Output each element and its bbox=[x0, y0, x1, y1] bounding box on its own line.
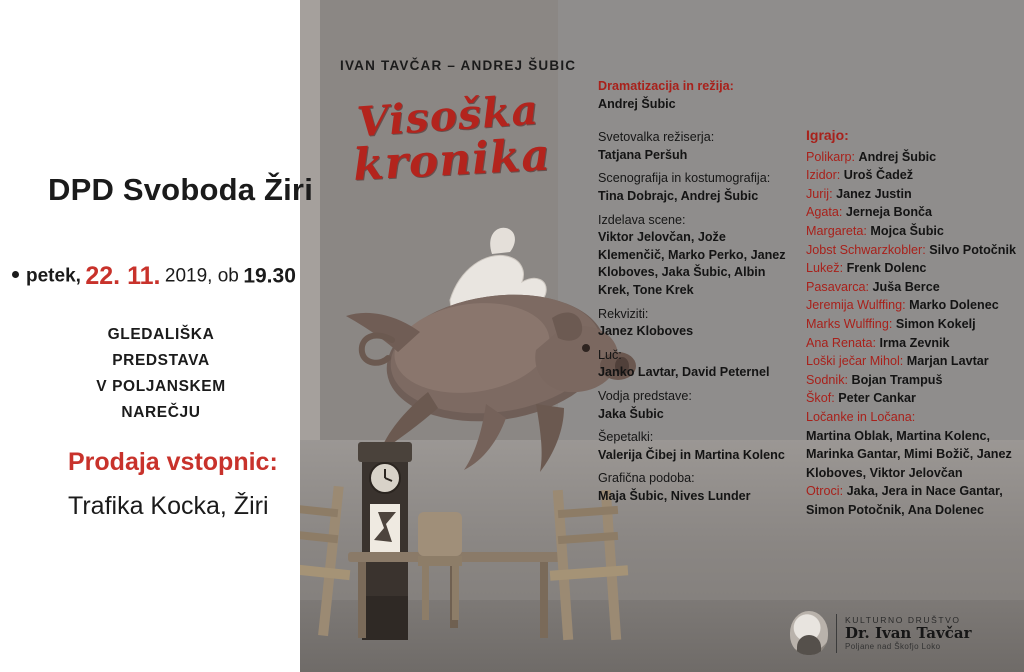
credits-item-role: Svetovalka režiserja: bbox=[598, 130, 715, 145]
cast-actor: Frenk Dolenc bbox=[846, 261, 927, 276]
cast-row bbox=[806, 334, 1018, 353]
cast-row bbox=[806, 166, 1018, 185]
credits-item-role: Grafična podoba: bbox=[598, 471, 695, 486]
cast-actor: Andrej Šubic bbox=[858, 149, 937, 164]
cast-role: Izidor: bbox=[806, 168, 841, 183]
cast-row bbox=[806, 278, 1018, 297]
credits-item bbox=[598, 429, 794, 464]
cast-role: Marks Wulffing: bbox=[806, 316, 893, 331]
cast-row bbox=[806, 352, 1018, 371]
cast-role: Jurij: bbox=[806, 186, 833, 201]
credits-heading-group bbox=[598, 78, 794, 113]
cast-actor: Juša Berce bbox=[872, 279, 940, 294]
tickets-title: Prodaja vstopnic: bbox=[68, 448, 278, 476]
credits-item-names: Viktor Jelovčan, Jože Klemenčič, Marko Perko, Janez Kloboves, Jaka Šubic, Albin Krek, Tone Krek bbox=[598, 230, 786, 297]
right-chair bbox=[550, 490, 629, 640]
logo-line-3: Poljane nad Škofjo Loko bbox=[845, 641, 941, 651]
subtitle-line-3: V POLJANSKEM bbox=[96, 378, 226, 395]
left-chair bbox=[300, 486, 350, 636]
society-logo bbox=[790, 608, 1006, 658]
cast-role: Agata: bbox=[806, 205, 843, 220]
tickets-place: Trafika Kocka, Žiri bbox=[68, 492, 269, 520]
cast-role: Lukež: bbox=[806, 261, 844, 276]
play-title bbox=[318, 85, 578, 191]
cast-actor: Bojan Trampuš bbox=[851, 372, 943, 387]
credits-item bbox=[598, 170, 794, 205]
portrait-icon bbox=[790, 611, 828, 655]
grandfather-clock bbox=[358, 442, 412, 640]
play-title-line-1: Visoška bbox=[355, 85, 541, 147]
cast-row bbox=[806, 259, 1018, 278]
center-chair bbox=[418, 512, 462, 620]
credits-item-names: Valerija Čibej in Martina Kolenc bbox=[598, 447, 785, 462]
credits-item-names: Janez Kloboves bbox=[598, 324, 694, 339]
cast-row bbox=[806, 148, 1018, 167]
cast-actor: Simon Kokelj bbox=[895, 316, 976, 331]
cast-actor: Jerneja Bonča bbox=[845, 205, 933, 220]
cast-actor: Mojca Šubic bbox=[870, 223, 944, 238]
authors-line: IVAN TAVČAR – ANDREJ ŠUBIC bbox=[340, 58, 577, 73]
cast-row bbox=[806, 389, 1018, 408]
credits-item-role: Šepetalki: bbox=[598, 430, 654, 445]
credits-item-role: Luč: bbox=[598, 347, 622, 362]
bullet-icon bbox=[12, 271, 19, 278]
cast-children-list: Jaka, Jera in Nace Gantar, Simon Potočnik, Ana Dolenec bbox=[806, 484, 1003, 517]
credits-item-names: Tina Dobrajc, Andrej Šubic bbox=[598, 188, 759, 203]
credits-item-role: Izdelava scene: bbox=[598, 212, 686, 227]
cast-actor: Peter Cankar bbox=[838, 391, 916, 406]
date-weekday: petek, bbox=[26, 265, 81, 287]
logo-line-1: KULTURNO DRUŠTVO bbox=[845, 614, 961, 625]
cast-role: Polikarp: bbox=[806, 149, 855, 164]
cast-role: Sodnik: bbox=[806, 372, 849, 387]
cast-role: Škof: bbox=[806, 391, 835, 406]
cast-actor: Silvo Potočnik bbox=[929, 242, 1016, 257]
cast-children-row bbox=[806, 482, 1018, 519]
credits-item-role: Vodja predstave: bbox=[598, 388, 692, 403]
date-day: 22. 11. bbox=[85, 262, 161, 290]
cast-column bbox=[806, 126, 1018, 519]
cast-actor: Marko Dolenec bbox=[909, 298, 999, 313]
cast-role: Pasavarca: bbox=[806, 279, 869, 294]
cast-row bbox=[806, 222, 1018, 241]
credits-item bbox=[598, 306, 794, 341]
date-year: 2019, ob bbox=[164, 265, 239, 287]
cast-row bbox=[806, 185, 1018, 204]
cast-row bbox=[806, 296, 1018, 315]
credits-item-names: Maja Šubic, Nives Lunder bbox=[598, 488, 751, 503]
credits-item bbox=[598, 470, 794, 505]
cast-row bbox=[806, 241, 1018, 260]
credits-item-names: Tatjana Peršuh bbox=[598, 147, 688, 162]
cast-role: Loški ječar Mihol: bbox=[806, 354, 904, 369]
cast-group-list: Martina Oblak, Martina Kolenc, Marinka Gantar, Mimi Božič, Janez Kloboves, Viktor Jelovčan bbox=[806, 428, 1012, 480]
cast-actor: Janez Justin bbox=[836, 186, 912, 201]
credits-item-role: Scenografija in kostumografija: bbox=[598, 171, 771, 186]
credits-item-names: Janko Lavtar, David Peternel bbox=[598, 365, 770, 380]
cast-role: Jeremija Wulffing: bbox=[806, 298, 906, 313]
cast-actor: Marjan Lavtar bbox=[906, 354, 989, 369]
subtitle-line-4: NAREČJU bbox=[121, 404, 201, 421]
credits-heading-name: Andrej Šubic bbox=[598, 96, 676, 111]
credits-item bbox=[598, 212, 794, 300]
play-title-line-2: kronika bbox=[351, 129, 553, 191]
cast-actor: Uroš Čadež bbox=[843, 168, 914, 183]
logo-line-2: Dr. Ivan Tavčar bbox=[845, 623, 972, 642]
credits-item bbox=[598, 388, 794, 423]
date-line bbox=[12, 262, 302, 291]
cast-row bbox=[806, 315, 1018, 334]
cast-row bbox=[806, 203, 1018, 222]
subtitle-line-2: PREDSTAVA bbox=[112, 352, 210, 369]
cast-actor: Irma Zevnik bbox=[879, 335, 950, 350]
credits-item-role: Rekviziti: bbox=[598, 306, 649, 321]
subtitle-block bbox=[56, 322, 266, 426]
cast-row bbox=[806, 371, 1018, 390]
subtitle-line-1: GLEDALIŠKA bbox=[107, 326, 215, 343]
credits-heading: Dramatizacija in režija: bbox=[598, 79, 734, 93]
cast-group-label: Ločanke in Ločana: bbox=[806, 409, 916, 424]
date-time: 19.30 bbox=[243, 264, 296, 288]
cast-role: Margareta: bbox=[806, 223, 867, 238]
cast-children-label: Otroci: bbox=[806, 484, 844, 499]
cast-role: Jobst Schwarzkobler: bbox=[806, 242, 926, 257]
credits-column bbox=[598, 78, 794, 511]
credits-item bbox=[598, 129, 794, 164]
credits-item-names: Jaka Šubic bbox=[598, 406, 664, 421]
cast-role: Ana Renata: bbox=[806, 335, 877, 350]
cast-heading: Igrajo: bbox=[806, 127, 849, 143]
flying-pig-illustration bbox=[346, 228, 636, 472]
page-title: DPD Svoboda Žiri bbox=[48, 172, 314, 207]
credits-item bbox=[598, 347, 794, 382]
logo-text bbox=[836, 614, 971, 653]
